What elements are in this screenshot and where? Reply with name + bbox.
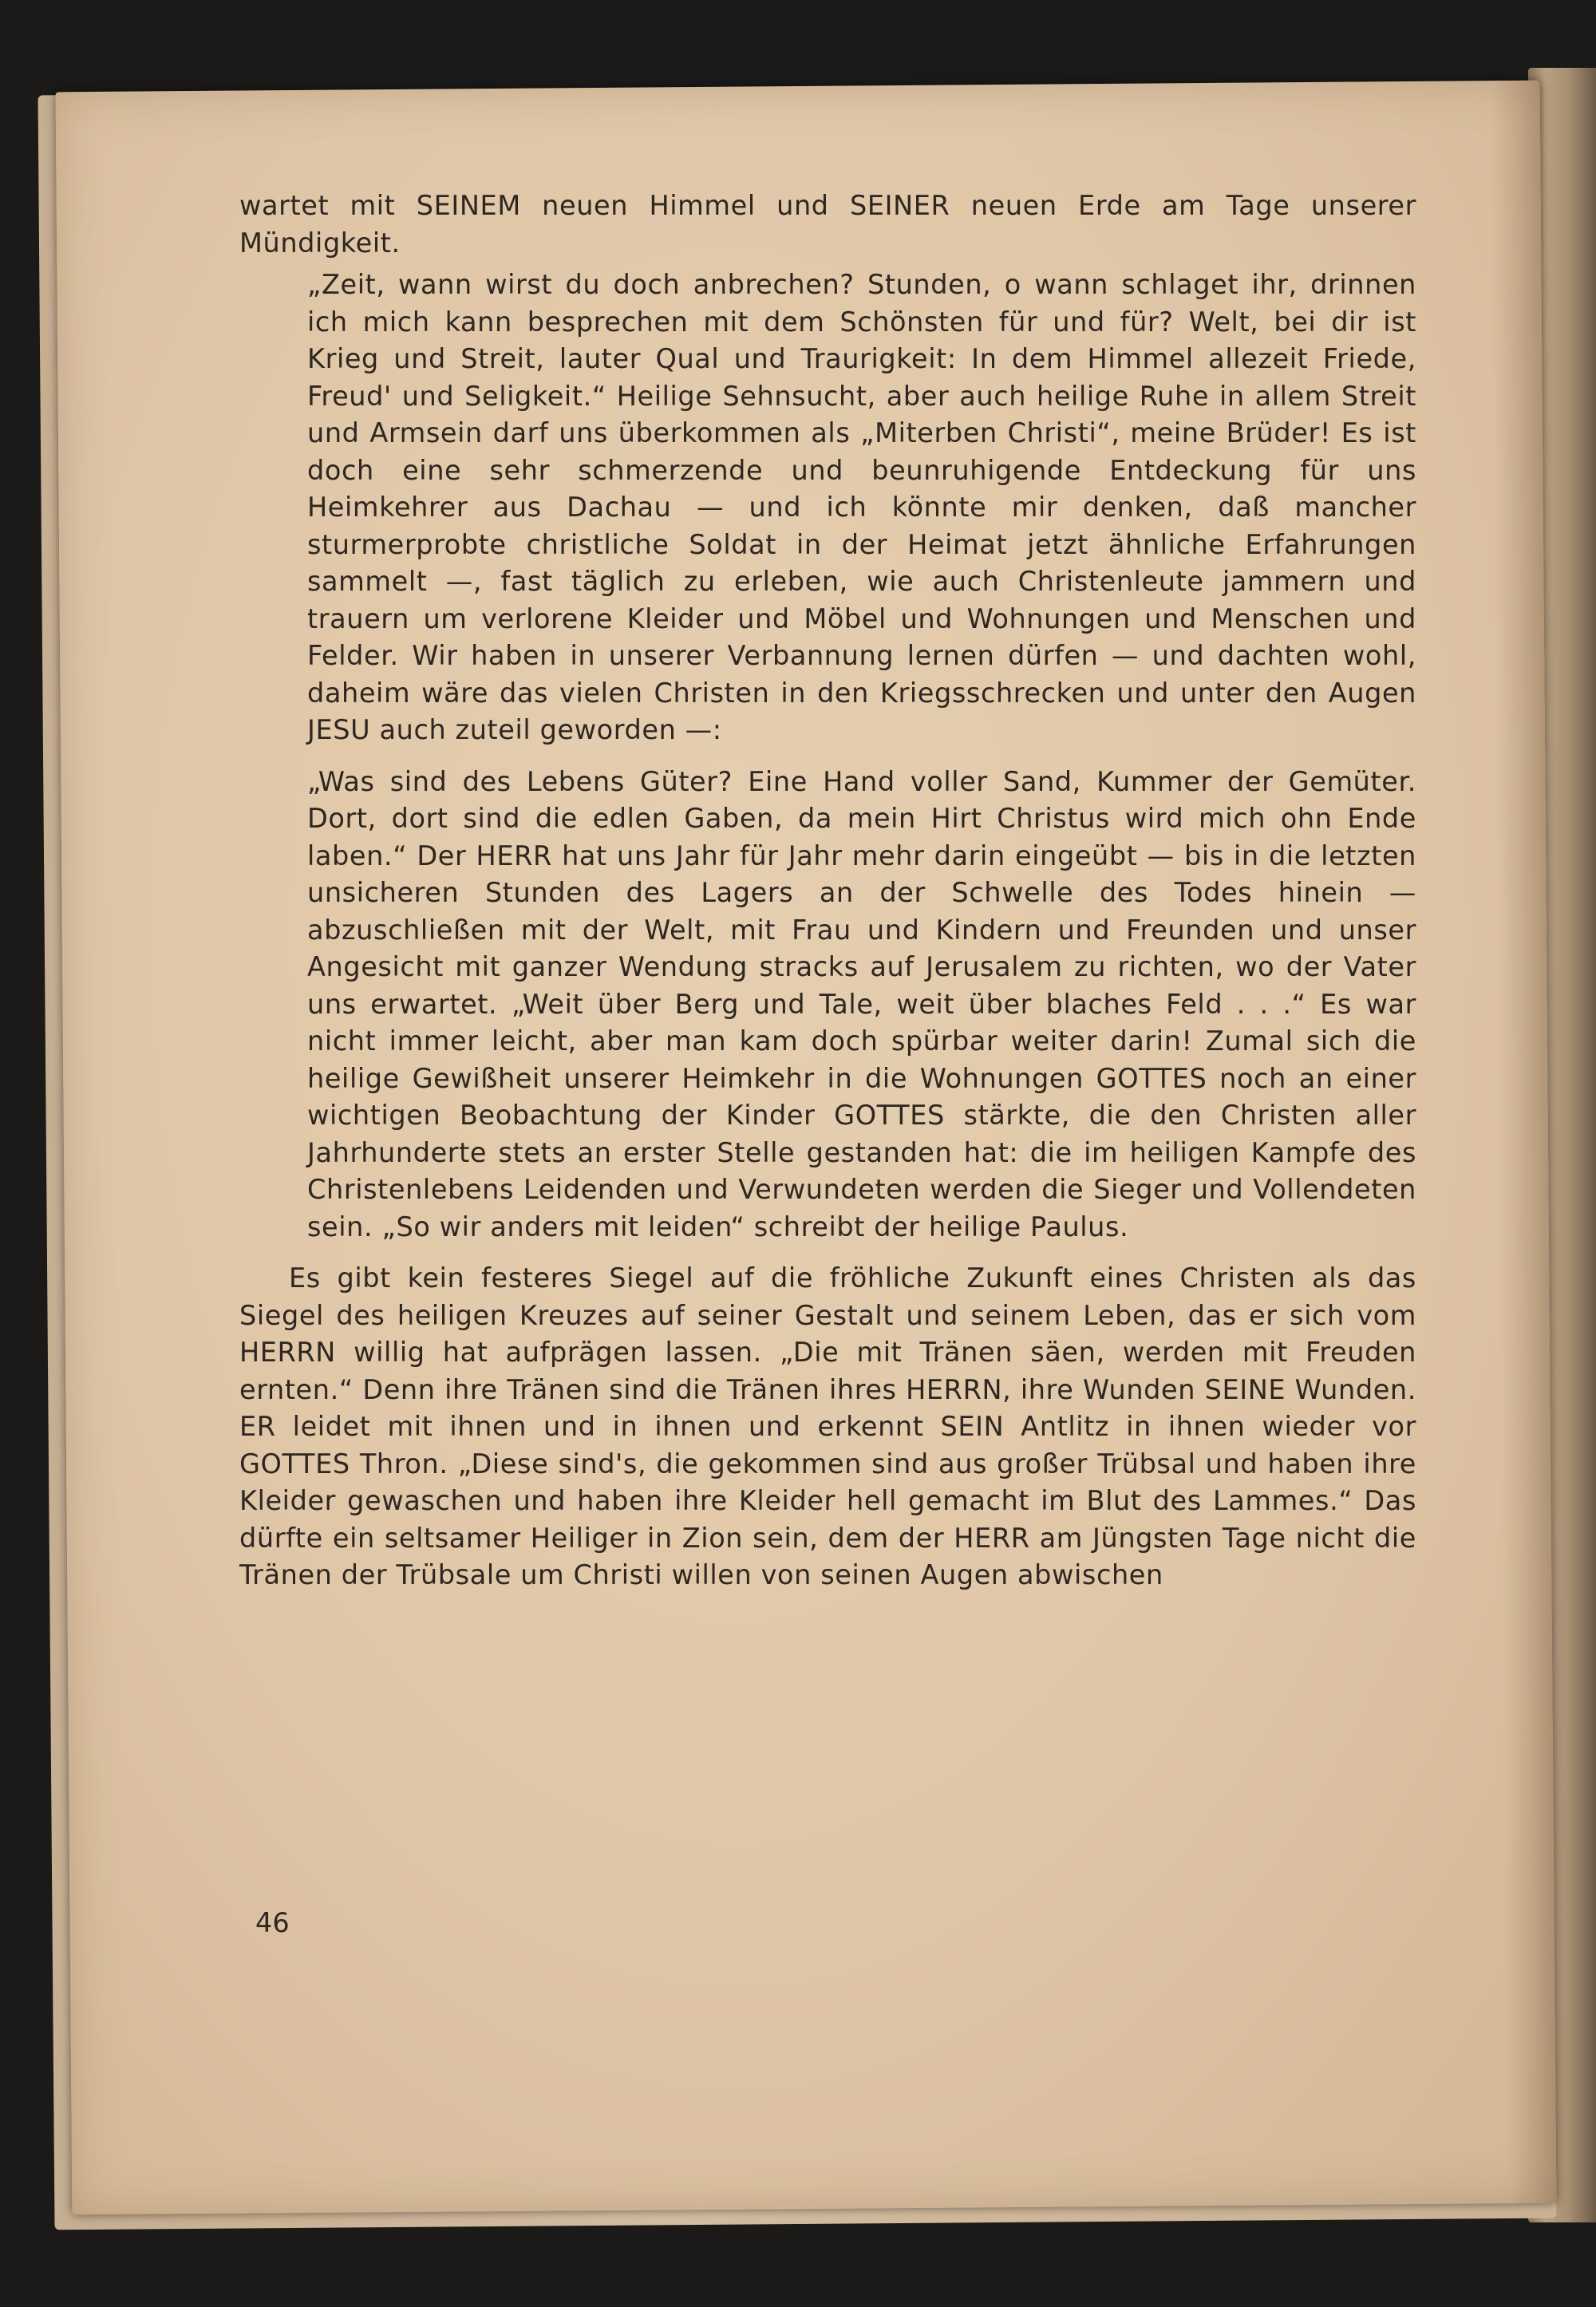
paragraph-siegel: Es gibt kein festeres Siegel auf die fröhliche Zukunft eines Christen als das Siegel des heiligen Kreuzes auf seiner Gestalt und seinem Leben, das er sich vom HERRN willig hat aufprägen lassen. „Die mit Tränen säen, werden mit Freuden ernten.“ Denn ihre Tränen sind die Tränen ihres HERRN, ihre Wunden SEINE Wunden. ER leidet mit ihnen und in ihnen und erkennt SEIN Antlitz in ihnen wieder vor GOTTES Thron. „Diese sind's, die gekommen sind aus großer Trübsal und haben ihre Kleider gewaschen und haben ihre Kleider hell gemacht im Blut des Lammes.“ Das dürfte ein seltsamer Heiliger in Zion sein, dem der HERR am Jüngsten Tage nicht die Tränen der Trübsale um Christi willen von seinen Augen abwischen <box>239 1262 1416 1590</box>
paragraph-continuation: wartet mit SEINEM neuen Himmel und SEINER neuen Erde am Tage unserer Mündigkeit. <box>239 190 1416 259</box>
page-number: 46 <box>255 1907 290 1938</box>
paragraph-second-quote: „Was sind des Lebens Güter? Eine Hand voller Sand, Kummer der Gemüter. Dort, dort sind die edlen Gaben, da mein Hirt Christus wird mich ohn Ende laben.“ Der HERR hat uns Jahr für Jahr mehr darin eingeübt — bis in die letzten unsicheren Stunden des Lagers an der Schwelle des Todes hinein — abzuschließen mit der Welt, mit Frau und Kindern und Freunden und unser Angesicht mit ganzer Wendung stracks auf Jerusalem zu richten, wo der Vater uns erwartet. „Weit über Berg und Tale, weit über blaches Feld . . .“ Es war nicht immer leicht, aber man kam doch spürbar weiter darin! Zumal sich die heilige Gewißheit unserer Heimkehr in die Wohnungen GOTTES noch an einer wichtigen Beobachtung der Kinder GOTTES stärkte, die den Christen aller Jahrhunderte stets an erster Stelle gestanden hat: die im heiligen Kampfe des Christenlebens Leidenden und Verwundeten werden die Sieger und Vollendeten sein. „So wir anders mit leiden“ schreibt der heilige Paulus. <box>307 765 1416 1242</box>
paragraph-hymn-quote: „Zeit, wann wirst du doch anbrechen? Stunden, o wann schlaget ihr, drinnen ich mich kann besprechen mit dem Schönsten für und für? Welt, bei dir ist Krieg und Streit, lauter Qual und Traurigkeit: In dem Himmel allezeit Friede, Freud' und Seligkeit.“ Heilige Sehnsucht, aber auch heilige Ruhe in allem Streit und Armsein darf uns überkommen als „Miterben Christi“, meine Brüder! Es ist doch eine sehr schmerzende und beunruhigende Entdeckung für uns Heimkehrer aus Dachau — und ich könnte mir denken, daß mancher sturmerprobte christliche Soldat in der Heimat jetzt ähnliche Erfahrungen sammelt —, fast täglich zu erleben, wie auch Christenleute jammern und trauern um verlorene Kleider und Möbel und Wohnungen und Menschen und Felder. Wir haben in unserer Verbannung lernen dürfen — und dachten wohl, daheim wäre das vielen Christen in den Kriegsschrecken und unter den Augen JESU auch zuteil geworden —: <box>307 269 1416 745</box>
body-text <box>239 188 1416 1594</box>
